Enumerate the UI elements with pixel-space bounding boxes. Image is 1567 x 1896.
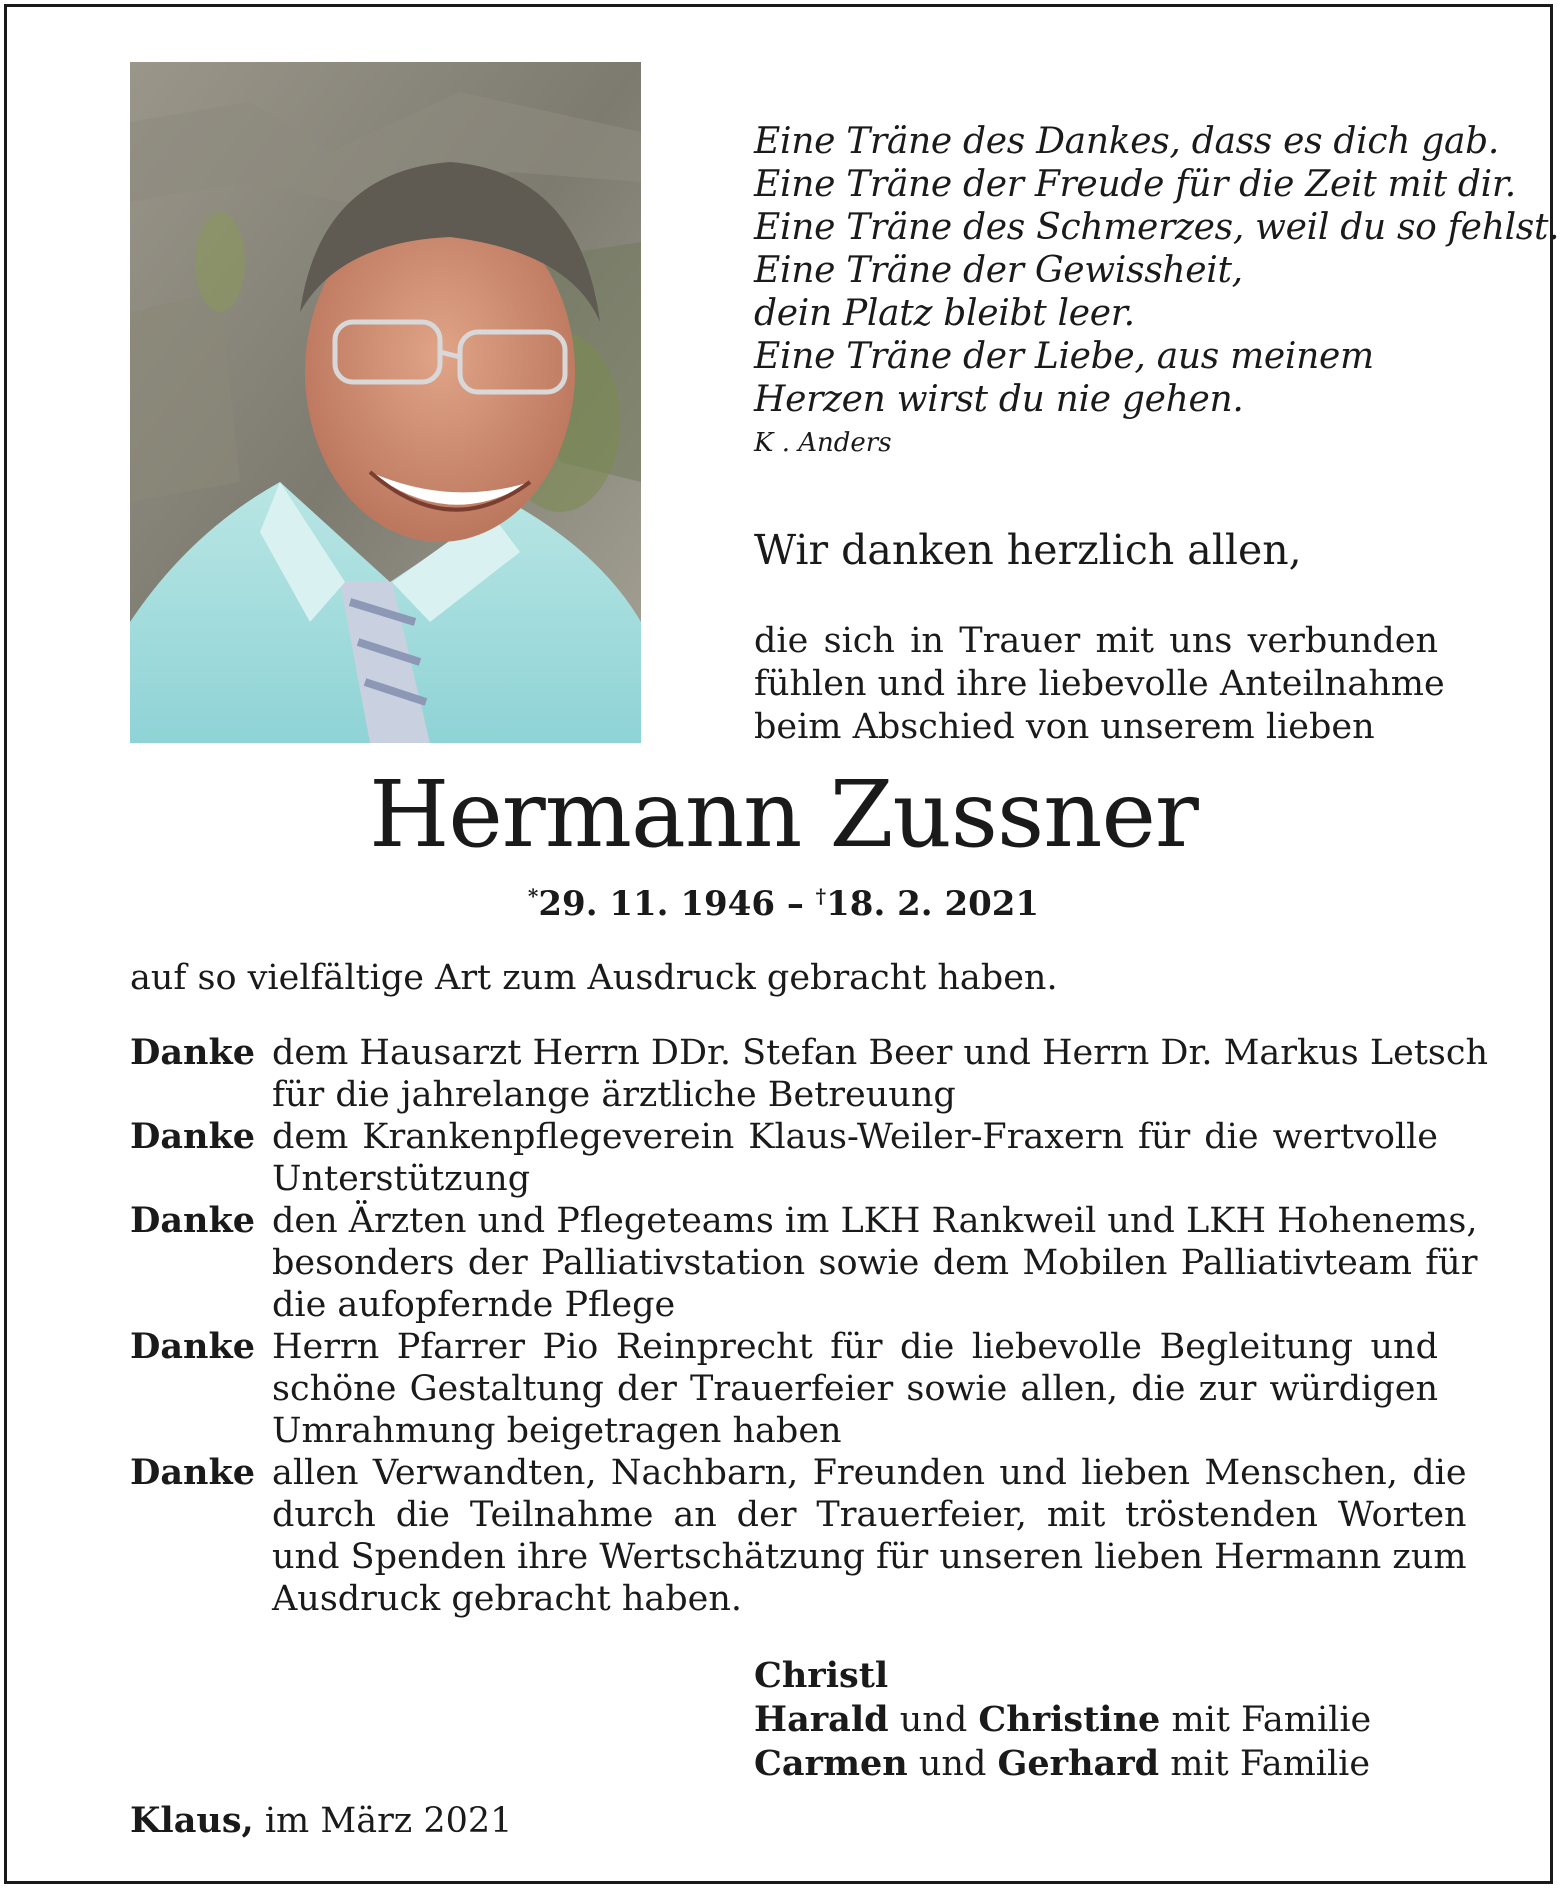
danke-text xyxy=(272,1032,1488,1116)
thanks-heading: Wir danken herzlich allen, xyxy=(754,526,1302,574)
danke-line: und Spenden ihre Wertschätzung für unseren lieben Hermann zum xyxy=(272,1537,1467,1577)
danke-line: durch die Teilnahme an der Trauerfeier, mit tröstenden Worten xyxy=(272,1495,1467,1535)
death-symbol: † xyxy=(815,884,827,908)
death-date: 18. 2. 2021 xyxy=(826,884,1040,924)
intro-line: die sich in Trauer mit uns verbunden xyxy=(754,621,1438,661)
signer-name: Carmen xyxy=(754,1743,908,1784)
danke-text xyxy=(272,1326,1438,1452)
signer-name: Christine xyxy=(978,1699,1161,1740)
birth-date: 29. 11. 1946 xyxy=(538,884,775,924)
danke-line: die aufopfernde Pflege xyxy=(272,1285,676,1325)
deceased-name: Hermann Zussner xyxy=(369,761,1198,868)
poem-line: Eine Träne des Schmerzes, weil du so fehlst. xyxy=(754,207,1560,248)
portrait-photo xyxy=(130,62,641,743)
intro-paragraph xyxy=(754,620,1445,749)
signature-line xyxy=(754,1654,1371,1698)
poem-line: Eine Träne der Liebe, aus meinem xyxy=(754,336,1374,377)
danke-text xyxy=(272,1116,1438,1200)
signer-conjunction: und xyxy=(888,1700,979,1740)
danke-line: allen Verwandten, Nachbarn, Freunden und lieben Menschen, die xyxy=(272,1453,1467,1493)
signature-line xyxy=(754,1698,1371,1742)
intro-line: beim Abschied von unserem lieben xyxy=(754,707,1375,747)
poem-line: Herzen wirst du nie gehen. xyxy=(754,379,1244,420)
signature-line xyxy=(754,1742,1371,1786)
danke-line: Ausdruck gebracht haben. xyxy=(272,1579,743,1619)
danke-label: Danke xyxy=(130,1032,255,1073)
signer-suffix: mit Familie xyxy=(1160,1700,1372,1740)
danke-line: dem Hausarzt Herrn DDr. Stefan Beer und Herrn Dr. Markus Letsch xyxy=(272,1033,1488,1073)
signer-name: Harald xyxy=(754,1699,889,1740)
danke-line: schöne Gestaltung der Trauerfeier sowie allen, die zur würdigen xyxy=(272,1369,1438,1409)
portrait-photo-icon xyxy=(130,62,641,743)
danke-line: Herrn Pfarrer Pio Reinprecht für die liebevolle Begleitung und xyxy=(272,1327,1438,1367)
danke-line: dem Krankenpflegeverein Klaus-Weiler-Fraxern für die wertvolle xyxy=(272,1117,1438,1157)
place: Klaus, xyxy=(130,1800,254,1841)
danke-label: Danke xyxy=(130,1452,255,1493)
danke-line: besonders der Palliativstation sowie dem Mobilen Palliativteam für xyxy=(272,1243,1478,1283)
danke-text xyxy=(272,1452,1467,1620)
signature-block xyxy=(754,1654,1371,1786)
life-dates xyxy=(0,884,1567,924)
date: im März 2021 xyxy=(253,1801,513,1841)
poem-line: Eine Träne des Dankes, dass es dich gab. xyxy=(754,121,1500,162)
danke-line: für die jahrelange ärztliche Betreuung xyxy=(272,1075,956,1115)
danke-line: Umrahmung beigetragen haben xyxy=(272,1411,842,1451)
poem-line: dein Platz bleibt leer. xyxy=(754,293,1135,334)
danke-label: Danke xyxy=(130,1116,255,1157)
danke-label: Danke xyxy=(130,1326,255,1367)
danke-item xyxy=(130,1326,1438,1452)
danke-item xyxy=(130,1116,1438,1200)
poem-line: Eine Träne der Gewissheit, xyxy=(754,250,1243,291)
danke-text xyxy=(272,1200,1477,1326)
danke-item xyxy=(130,1032,1488,1116)
danke-item xyxy=(130,1200,1478,1326)
danke-line: den Ärzten und Pflegeteams im LKH Rankweil und LKH Hohenems, xyxy=(272,1201,1478,1241)
signer-name: Gerhard xyxy=(997,1743,1160,1784)
poem-line: Eine Träne der Freude für die Zeit mit dir. xyxy=(754,164,1516,205)
date-separator: – xyxy=(786,884,804,924)
signer-name: Christl xyxy=(754,1655,889,1696)
signer-suffix: mit Familie xyxy=(1159,1744,1371,1784)
poem-author: K . Anders xyxy=(754,428,892,458)
danke-label: Danke xyxy=(130,1200,255,1241)
danke-item xyxy=(130,1452,1467,1620)
signer-conjunction: und xyxy=(907,1744,998,1784)
birth-symbol: * xyxy=(527,884,539,908)
poem xyxy=(754,120,1560,421)
place-date xyxy=(130,1800,512,1841)
expression-line: auf so vielfältige Art zum Ausdruck gebracht haben. xyxy=(130,958,1058,998)
intro-line: fühlen und ihre liebevolle Anteilnahme xyxy=(754,664,1445,704)
danke-line: Unterstützung xyxy=(272,1159,531,1199)
danke-list xyxy=(130,1032,1488,1620)
